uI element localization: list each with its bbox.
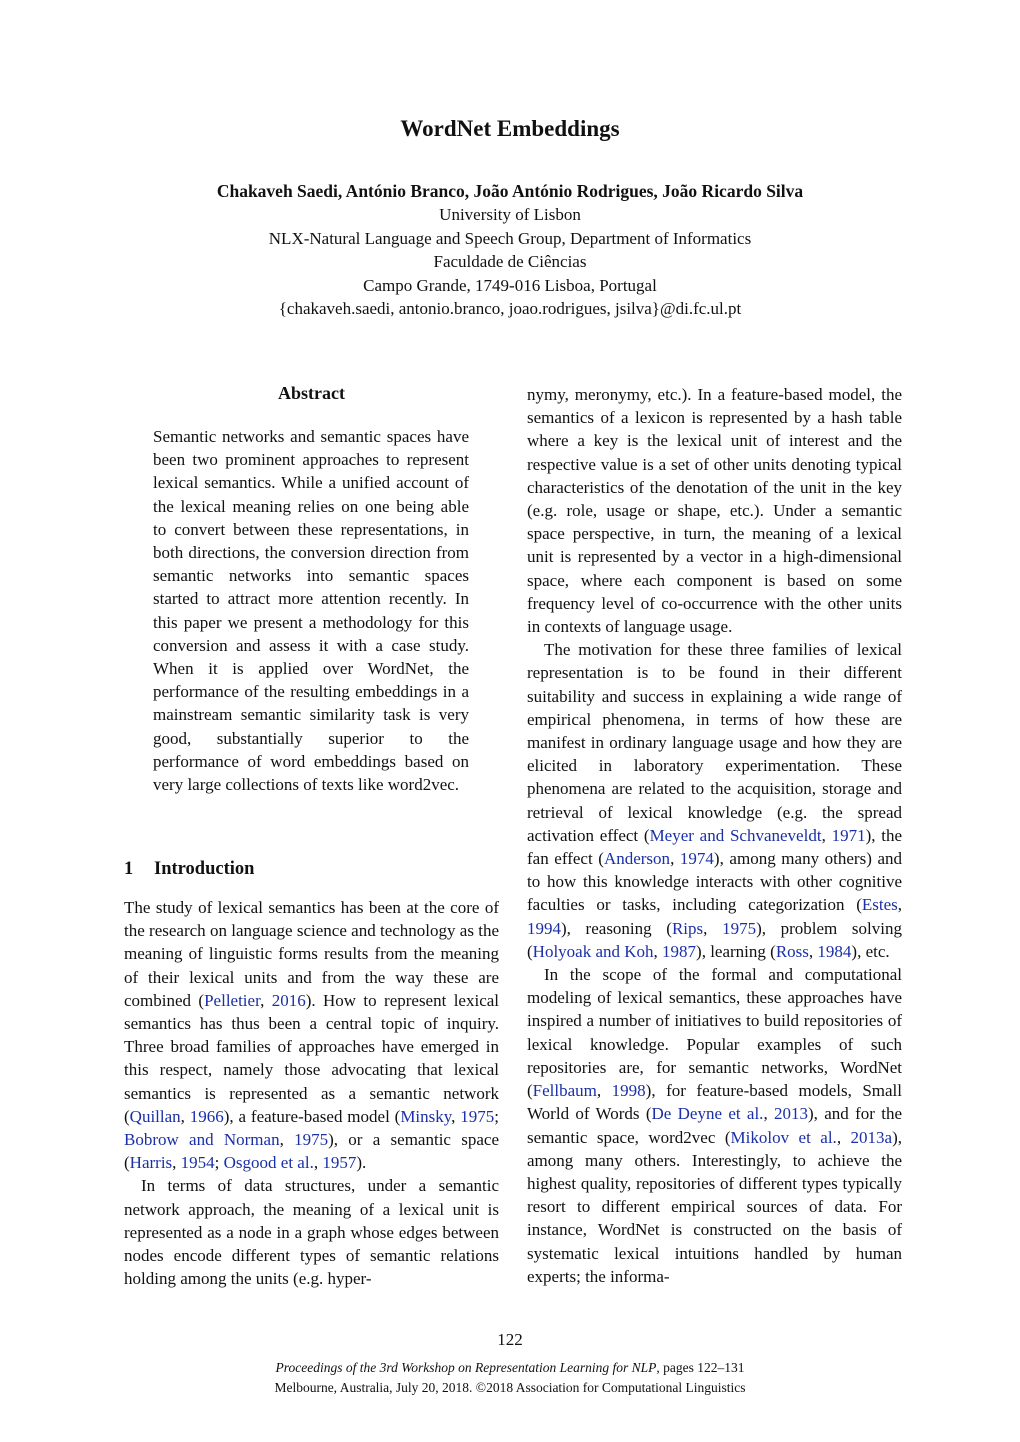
citation-link[interactable]: Bobrow and Norman: [124, 1130, 280, 1150]
right-paragraph-2: The motivation for these three families of lexical representation is to be found in their different suitability and success in explaining a wide range of empirical phenomena, in terms of how these are manifest in ordinary language usage and how they are elicited in laboratory experimentation. These phenomena are related to the acquisition, storage and retrieval of lexical knowledge (e.g. the spread activation effect (Meyer and Schvaneveldt, 1971), the fan effect (Anderson, 1974), among many others) and to how this knowledge interacts with other cognitive faculties or tasks, including categorization (Estes, 1994), reasoning (Rips, 1975), problem solving (Holyoak and Koh, 1987), learning (Ross, 1984), etc.: [527, 640, 903, 961]
citation-link[interactable]: Fellbaum: [532, 1081, 597, 1101]
citation-link[interactable]: Ross: [775, 941, 809, 961]
citation-link[interactable]: 1974: [679, 849, 714, 869]
citation-link[interactable]: 2013a: [850, 1127, 893, 1147]
page-number: 122: [497, 1330, 523, 1349]
citation-link[interactable]: 1966: [189, 1106, 224, 1126]
citation-link[interactable]: Holyoak and Koh: [532, 941, 654, 961]
abstract-heading: Abstract: [278, 383, 345, 403]
paper-title: WordNet Embeddings: [400, 116, 620, 141]
introduction-left-column: [124, 896, 499, 1290]
citation-link[interactable]: Minsky: [400, 1106, 452, 1126]
citation-link[interactable]: 1975: [294, 1130, 329, 1150]
citation-link[interactable]: 2016: [271, 990, 306, 1010]
citation-link[interactable]: Meyer and Schvaneveldt: [649, 825, 822, 845]
affiliation-faculty: Faculdade de Ciências: [433, 252, 587, 271]
proceedings-title: Proceedings of the 3rd Workshop on Representation Learning for NLP: [275, 1360, 657, 1375]
abstract-text: Semantic networks and semantic spaces have been two prominent approaches to represent lexical semantics. While a unified account of the lexical meaning relies on one being able to convert between these representations, in both directions, the conversion direction from semantic networks into semantic spaces started to attract more attention recently. In this paper we present a methodology for this conversion and assess it with a case study. When it is applied over WordNet, the performance of the resulting embeddings in a mainstream semantic similarity task is very good, substantially superior to the performance of word embeddings based on very large collections of texts like word2vec.: [153, 427, 469, 795]
citation-link[interactable]: 1957: [322, 1153, 357, 1173]
affiliation-emails: {chakaveh.saedi, antonio.branco, joao.rodrigues, jsilva}@di.fc.ul.pt: [278, 299, 742, 318]
citation-link[interactable]: 2013: [774, 1104, 809, 1124]
citation-link[interactable]: 1954: [180, 1153, 215, 1173]
right-paragraph-1: nymy, meronymy, etc.). In a feature-based model, the semantics of a lexicon is represented by a hash table where a key is the lexical unit of interest and the respective value is a set of other units denoting typical characteristics of the denotation of the unit in the key (e.g. role, usage or shape, etc.). Under a semantic space perspective, in turn, the meaning of a lexical unit is represented by a vector in a high-dimensional space, where each component is based on some frequency level of co-occurrence with the other units in contexts of language usage.: [527, 385, 902, 637]
citation-link[interactable]: 1984: [817, 941, 852, 961]
intro-paragraph-1: The study of lexical semantics has been at the core of the research on language science and technology as the meaning of linguistic forms results from the meaning of their lexical units and from the way these are combined (Pelletier, 2016). How to represent lexical semantics has thus been a central topic of inquiry. Three broad families of approaches have emerged in this respect, namely those advocating that lexical semantics is represented as a semantic network (Quillan, 1966), a feature-based model (Minsky, 1975; Bobrow and Norman, 1975), or a semantic space (Harris, 1954; Osgood et al., 1957).: [124, 898, 500, 1173]
citation-link[interactable]: Quillan: [129, 1106, 181, 1126]
citation-link[interactable]: 1998: [611, 1081, 646, 1101]
section-number: 1: [124, 859, 134, 879]
proceedings-pages: , pages 122–131: [656, 1360, 745, 1375]
citation-link[interactable]: Osgood et al.: [223, 1153, 314, 1173]
citation-link[interactable]: 1971: [831, 825, 866, 845]
section-heading-introduction: [124, 859, 254, 880]
author-list: Chakaveh Saedi, António Branco, João António Rodrigues, João Ricardo Silva: [216, 181, 804, 201]
citation-link[interactable]: Mikolov et al.: [730, 1127, 837, 1147]
citation-link[interactable]: 1987: [662, 941, 697, 961]
footer-venue: Melbourne, Australia, July 20, 2018. ©2018 Association for Computational Linguistics: [274, 1380, 746, 1395]
intro-paragraph-2: In terms of data structures, under a semantic network approach, the meaning of a lexical unit is represented as a node in a graph whose edges between nodes encode different types of semantic relations holding among the units (e.g. hyper-: [124, 1176, 499, 1289]
citation-link[interactable]: Anderson: [603, 849, 671, 869]
right-paragraph-3: In the scope of the formal and computational modeling of lexical semantics, these approaches have inspired a number of initiatives to build repositories of lexical knowledge. Popular examples of such repositories are, for semantic networks, WordNet (Fellbaum, 1998), for feature-based models, Small World of Words (De Deyne et al., 2013), and for the semantic space, word2vec (Mikolov et al., 2013a), among many others. Interestingly, to achieve the highest quality, repositories of different types typically resort to different empirical sources of data. For instance, WordNet is constructed on the basis of systematic lexical intuitions handled by human experts; the informa-: [527, 965, 903, 1286]
citation-link[interactable]: De Deyne et al.: [651, 1104, 764, 1124]
citation-link[interactable]: Estes: [861, 895, 898, 915]
section-title: Introduction: [154, 859, 255, 879]
right-column: [527, 383, 902, 1288]
citation-link[interactable]: Harris: [129, 1153, 173, 1173]
citation-link[interactable]: 1975: [722, 918, 757, 938]
affiliation-address: Campo Grande, 1749-016 Lisboa, Portugal: [363, 276, 657, 295]
footer-proceedings: [0, 1360, 1020, 1376]
affiliation-university: University of Lisbon: [439, 205, 581, 224]
affiliation-group: NLX-Natural Language and Speech Group, Department of Informatics: [268, 229, 752, 248]
citation-link[interactable]: 1975: [460, 1106, 495, 1126]
citation-link[interactable]: Pelletier: [204, 990, 261, 1010]
citation-link[interactable]: Rips: [671, 918, 704, 938]
citation-link[interactable]: 1994: [527, 918, 561, 938]
